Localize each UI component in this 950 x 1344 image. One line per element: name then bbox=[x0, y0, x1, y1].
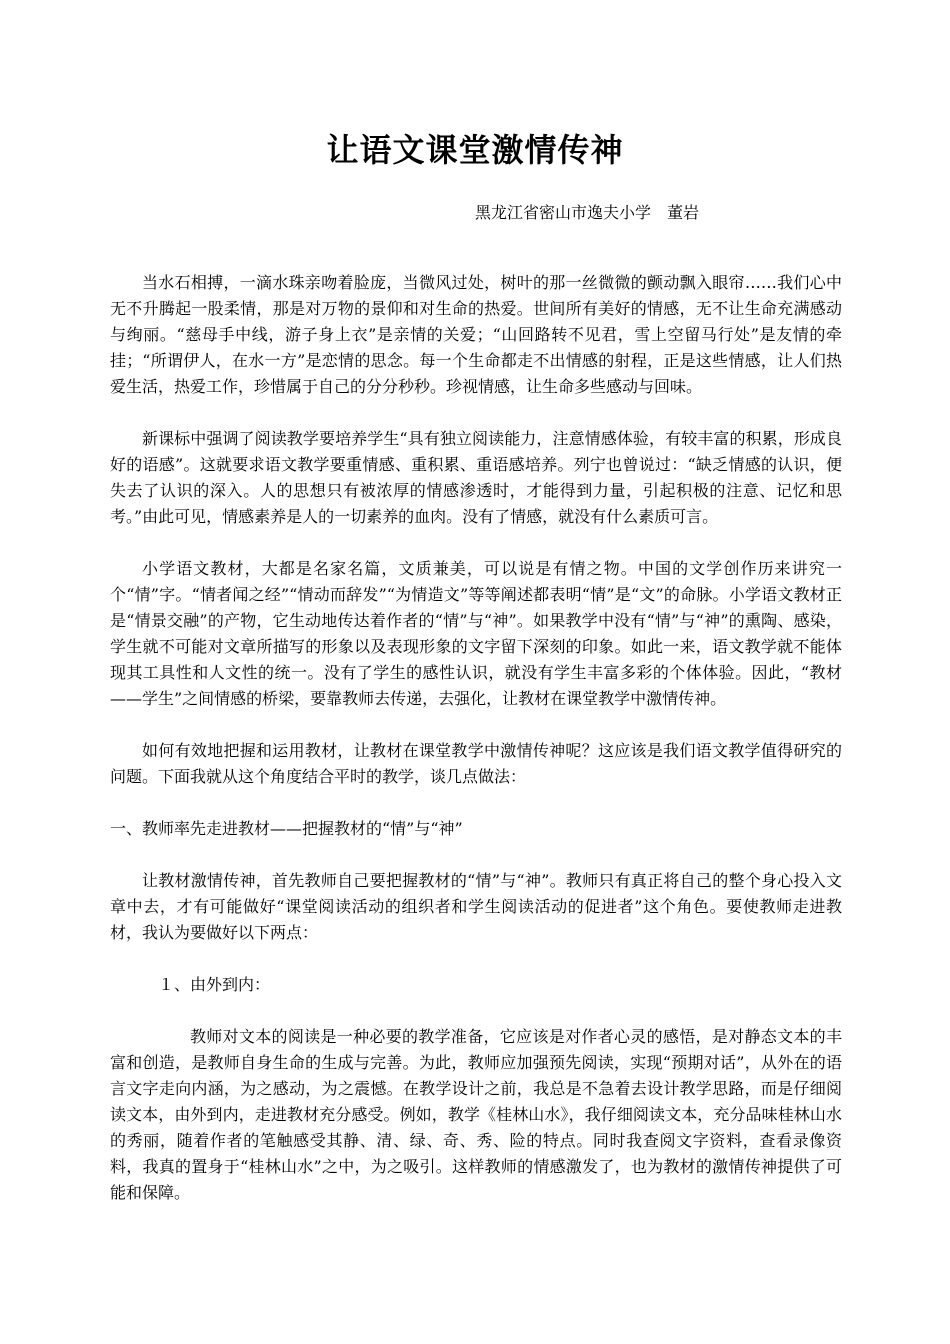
document-title: 让语文课堂激情传神 bbox=[326, 131, 624, 169]
section-heading-1: 一、教师率先走进教材——把握教材的“情”与“神” bbox=[110, 819, 463, 838]
paragraph-textbook: 小学语文教材，大都是名家名篇，文质兼美，可以说是有情之物。中国的文学创作历来讲究一个“情”字。“情者闻之经”“情动而辞发”“为情造文”等等阐述都表明“情”是“文”的命脉。小学语文教材正是“情景交融”的产物，它生动地传达着作者的“情”与“神”。如果教学中没有“情”与“神”的熏陶、感染，学生就不可能对文章所描写的形象以及表现形象的文字留下深刻的印象。如此一来，语文教学就不能体现其工具性和人文性的统一。没有了学生的感性认识，就没有学生丰富多彩的个体体验。因此，“教材——学生”之间情感的桥梁，要靠教师去传递，去强化，让教材在课堂教学中激情传神。 bbox=[110, 559, 842, 708]
paragraph-subsection-1: 教师对文本的阅读是一种必要的教学准备，它应该是对作者心灵的感悟，是对静态文本的丰富和创造，是教师自身生命的生成与完善。为此，教师应加强预先阅读，实现“预期对话”，从外在的语言文字走向内涵，为之感动，为之震憾。在教学设计之前，我总是不急着去设计教学思路，而是仔细阅读文本，由外到内，走进教材充分感受。例如，教学《桂林山水》，我仔细阅读文本，充分品味桂林山水的秀丽，随着作者的笔触感受其静、清、绿、奇、秀、险的特点。同时我查阅文字资料，查看录像资料，我真的置身于“桂林山水”之中，为之吸引。这样教师的情感激发了，也为教材的激情传神提供了可能和保障。 bbox=[110, 1027, 842, 1202]
paragraph-curriculum: 新课标中强调了阅读教学要培养学生“具有独立阅读能力，注意情感体验，有较丰富的积累，形成良好的语感”。这就要求语文教学要重情感、重积累、重语感培养。列宁也曾说过：“缺乏情感的认识，便失去了认识的深入。人的思想只有被浓厚的情感渗透时，才能得到力量，引起积极的注意、记忆和思考。”由此可见，情感素养是人的一切素养的血肉。没有了情感，就没有什么素质可言。 bbox=[110, 429, 842, 526]
paragraph-intro: 当水石相搏，一滴水珠亲吻着脸庞，当微风过处，树叶的那一丝微微的颤动飘入眼帘……我们心中无不升腾起一股柔情，那是对万物的景仰和对生命的热爱。世间所有美好的情感，无不让生命充满感动与绚丽。“慈母手中线，游子身上衣”是亲情的关爱；“山回路转不见君，雪上空留马行处”是友情的牵挂；“所谓伊人，在水一方”是恋情的思念。每一个生命都走不出情感的射程，正是这些情感，让人们热爱生活，热爱工作，珍惜属于自己的分分秒秒。珍视情感，让生命多些感动与回味。 bbox=[110, 273, 842, 396]
paragraph-question: 如何有效地把握和运用教材，让教材在课堂教学中激情传神呢？这应该是我们语文教学值得研究的问题。下面我就从这个角度结合平时的教学，谈几点做法： bbox=[110, 741, 842, 786]
subheading-1: １、由外到内： bbox=[158, 975, 271, 994]
document-body bbox=[110, 270, 842, 1232]
document-author: 黑龙江省密山市逸夫小学 董岩 bbox=[475, 203, 700, 222]
paragraph-section-1: 让教材激情传神，首先教师自己要把握教材的“情”与“神”。教师只有真正将自己的整个身心投入文章中去，才有可能做好“课堂阅读活动的组织者和学生阅读活动的促进者”这个角色。要使教师走进教材，我认为要做好以下两点： bbox=[110, 871, 842, 942]
